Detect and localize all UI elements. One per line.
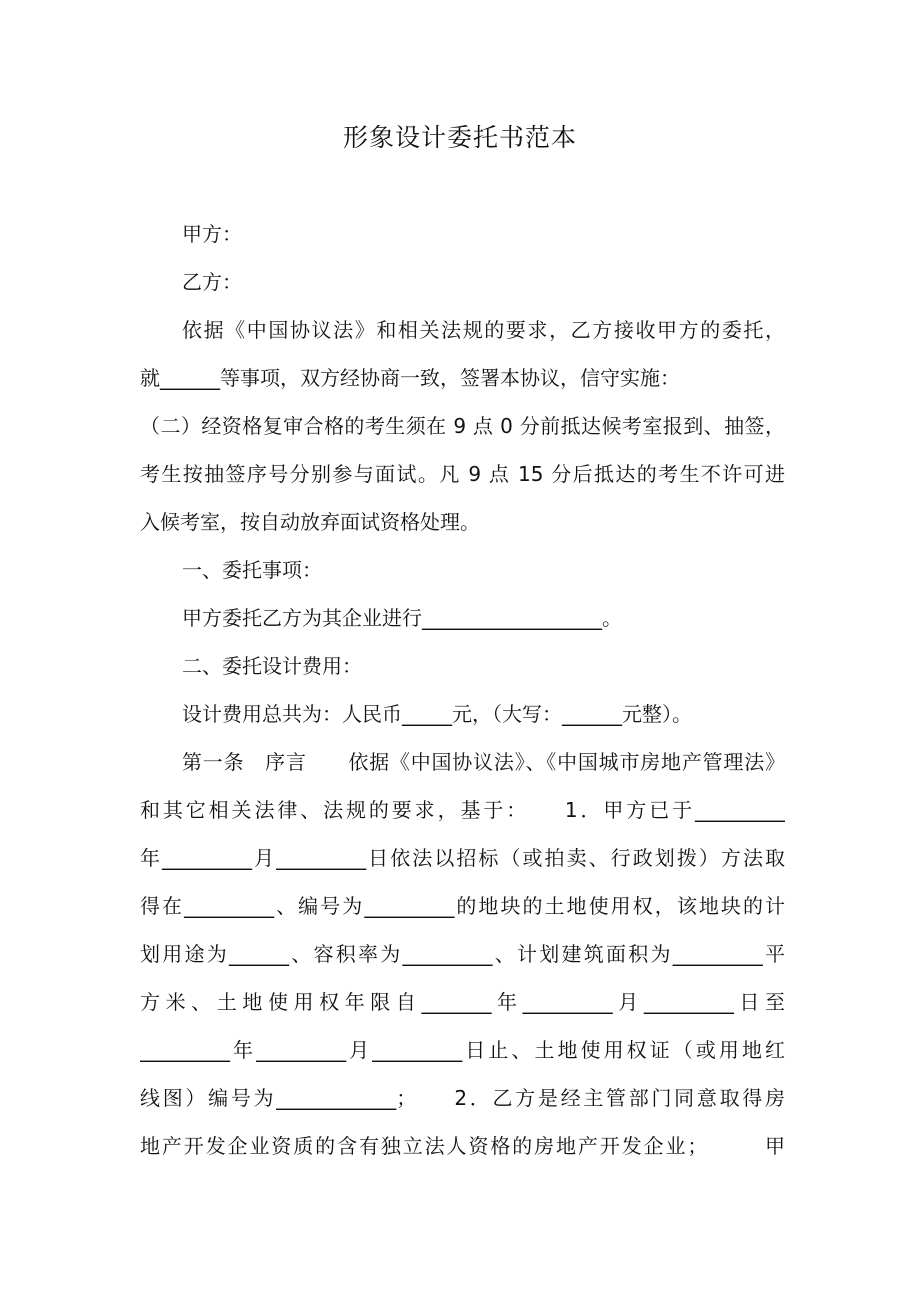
paragraph-line: 依据《中国协议法》和相关法规的要求，乙方接收甲方的委托， [182, 318, 785, 342]
paragraph-line: 地产开发企业资质的含有独立法人资格的房地产开发企业； 甲 [140, 1134, 785, 1158]
paragraph-line: 线图）编号为____________； 2．乙方是经主管部门同意取得房 [140, 1086, 785, 1110]
party-b-line: 乙方： [182, 270, 242, 294]
paragraph-line: （二）经资格复审合格的考生须在 9 点 0 分前抵达候考室报到、抽签， [140, 414, 785, 438]
paragraph-line: 方米、土地使用权年限自_______年_________月_________日至 [140, 990, 785, 1014]
section-heading: 一、委托事项： [182, 558, 322, 582]
paragraph-line: 设计费用总共为：人民币_____元，（大写：______元整）。 [182, 702, 692, 726]
paragraph-line: 就______等事项，双方经协商一致，签署本协议，信守实施： [140, 366, 680, 390]
paragraph-line: 入候考室，按自动放弃面试资格处理。 [140, 510, 480, 534]
paragraph-line: 考生按抽签序号分别参与面试。凡 9 点 15 分后抵达的考生不许可进 [140, 462, 785, 486]
paragraph-line: 划用途为______、容积率为_________、计划建筑面积为_________平 [140, 942, 785, 966]
paragraph-line: 甲方委托乙方为其企业进行__________________。 [182, 606, 622, 630]
party-a-line: 甲方： [182, 222, 242, 246]
paragraph-line: 得在_________、编号为_________的地块的土地使用权，该地块的计 [140, 894, 785, 918]
section-heading: 二、委托设计费用： [182, 654, 362, 678]
paragraph-line: 年_________月_________日依法以招标（或拍卖、行政划拨）方法取 [140, 846, 785, 870]
paragraph-line: 和其它相关法律、法规的要求，基于： 1．甲方已于_________ [140, 798, 785, 822]
paragraph-line: 第一条 序言 依据《中国协议法》、《中国城市房地产管理法》 [182, 750, 785, 774]
document-title: 形象设计委托书范本 [342, 123, 577, 152]
paragraph-line: _________年_________月_________日止、土地使用权证（或用地红 [140, 1038, 785, 1062]
